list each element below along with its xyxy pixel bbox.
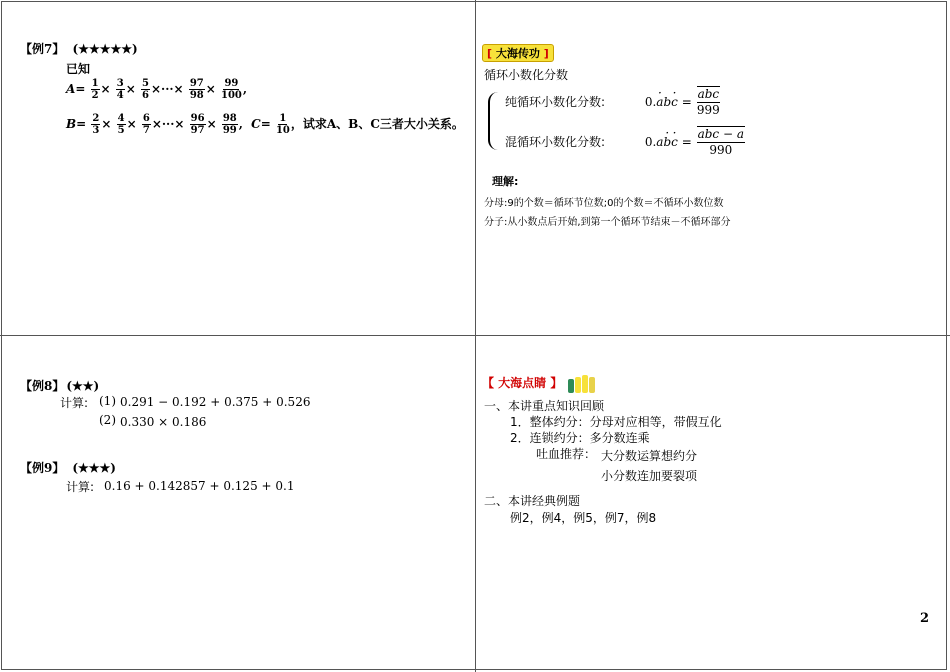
item-2: 2．连锁约分：多分数连乘 bbox=[510, 431, 650, 445]
mixed-fraction: $\frac{\text{abc − a}}{990}$ bbox=[697, 127, 744, 157]
frac-a1: $\frac{1}{2}$ bbox=[91, 78, 99, 101]
mixed-label: 混循环小数化分数: bbox=[505, 134, 606, 149]
understand-line-1: 分母:9的个数＝循环节位数;0的个数＝不循环小数位数 bbox=[484, 198, 724, 209]
tip-label: 吐血推荐： bbox=[536, 447, 597, 461]
frac-b2: $\frac{4}{5}$ bbox=[117, 113, 125, 136]
page-number: 2 bbox=[920, 611, 930, 626]
summary-badge: 【 大海点睛 】 bbox=[482, 374, 596, 393]
q7-known: 已知 bbox=[66, 62, 91, 76]
var-a: A bbox=[66, 82, 76, 96]
q7-line-b: B= $\frac{2}{3}$ × $\frac{4}{5}$ × $\frac{6}{7}$ ×···× $\frac{96}{97}$ × $\frac{98}{99}$ , C= $\frac{1}{10}$ ，试求A、B、C三者大小关系。 bbox=[66, 113, 464, 136]
frac-b1: $\frac{2}{3}$ bbox=[92, 113, 100, 136]
q8-title: 【例8】 bbox=[20, 379, 65, 393]
frac-b4: $\frac{96}{97}$ bbox=[190, 113, 205, 136]
q8-stars: (★★) bbox=[66, 379, 100, 393]
conv-badge: [ 大海传功 ] bbox=[482, 44, 554, 62]
frac-a4: $\frac{97}{98}$ bbox=[189, 78, 204, 101]
var-b: B bbox=[66, 117, 77, 131]
q7-heading bbox=[20, 40, 138, 57]
q9-title: 【例9】 bbox=[20, 461, 65, 475]
tip-1: 大分数运算想约分 bbox=[601, 449, 698, 463]
section-1: 一、本讲重点知识回顾 bbox=[484, 399, 605, 413]
q8-calc: 计算: bbox=[60, 396, 89, 410]
tip-2: 小分数连加要裂项 bbox=[601, 469, 698, 483]
pure-row: 纯循环小数化分数: 0.a ·bc · = $\frac{\text{abc}}{999}$ bbox=[505, 86, 721, 118]
horizontal-divider bbox=[0, 335, 950, 336]
q9-expr: 0.16 + 0.142857 + 0.125 + 0.1 bbox=[104, 479, 295, 493]
book-icon bbox=[568, 375, 596, 393]
understand-line-2: 分子:从小数点后开始,到第一个循环节结束－不循环部分 bbox=[484, 217, 731, 228]
frac-a3: $\frac{5}{6}$ bbox=[142, 78, 149, 101]
q8-expr-1: 0.291 − 0.192 + 0.375 + 0.526 bbox=[120, 395, 311, 409]
example-list: 例2，例4，例5，例7，例8 bbox=[510, 511, 657, 525]
item-1: 1．整体约分：分母对应相等，带假互化 bbox=[510, 415, 722, 429]
understand-label: 理解: bbox=[492, 175, 519, 188]
q9-calc: 计算: bbox=[66, 480, 95, 494]
pure-fraction: $\frac{\text{abc}}{999}$ bbox=[696, 87, 720, 117]
q7-title: 【例7】 bbox=[20, 42, 65, 56]
pure-label: 纯循环小数化分数: bbox=[505, 94, 606, 109]
var-c: C bbox=[251, 117, 261, 131]
frac-a2: $\frac{3}{4}$ bbox=[116, 78, 124, 101]
brace bbox=[488, 92, 500, 150]
mixed-row: 混循环小数化分数: 0.ab ·c · = $\frac{\text{abc − a}}{990}$ bbox=[505, 126, 746, 158]
q8-part2-label: (2) bbox=[99, 413, 116, 427]
frac-b3: $\frac{6}{7}$ bbox=[142, 113, 150, 136]
q8-part1-label: (1) bbox=[99, 394, 116, 408]
q7-tail: ，试求A、B、C三者大小关系。 bbox=[290, 117, 464, 131]
frac-c: $\frac{1}{10}$ bbox=[275, 113, 290, 136]
q7-stars: (★★★★★) bbox=[72, 42, 138, 56]
q9-stars: (★★★) bbox=[72, 461, 116, 475]
q9-heading bbox=[20, 459, 116, 476]
eq-sign: = bbox=[75, 82, 86, 96]
frac-b5: $\frac{98}{99}$ bbox=[222, 113, 237, 136]
vertical-divider bbox=[475, 0, 476, 672]
section-2: 二、本讲经典例题 bbox=[484, 494, 581, 508]
q7-line-a: A= $\frac{1}{2}$ × $\frac{3}{4}$ × $\frac{5}{6}$ ×···× $\frac{97}{98}$ × $\frac{99}{100}$ , bbox=[66, 78, 248, 101]
q8-expr-2: 0.330 × 0.186 bbox=[120, 415, 207, 429]
frac-a5: $\frac{99}{100}$ bbox=[220, 78, 242, 101]
q8-heading bbox=[20, 377, 99, 394]
conv-title: 循环小数化分数 bbox=[484, 68, 569, 82]
